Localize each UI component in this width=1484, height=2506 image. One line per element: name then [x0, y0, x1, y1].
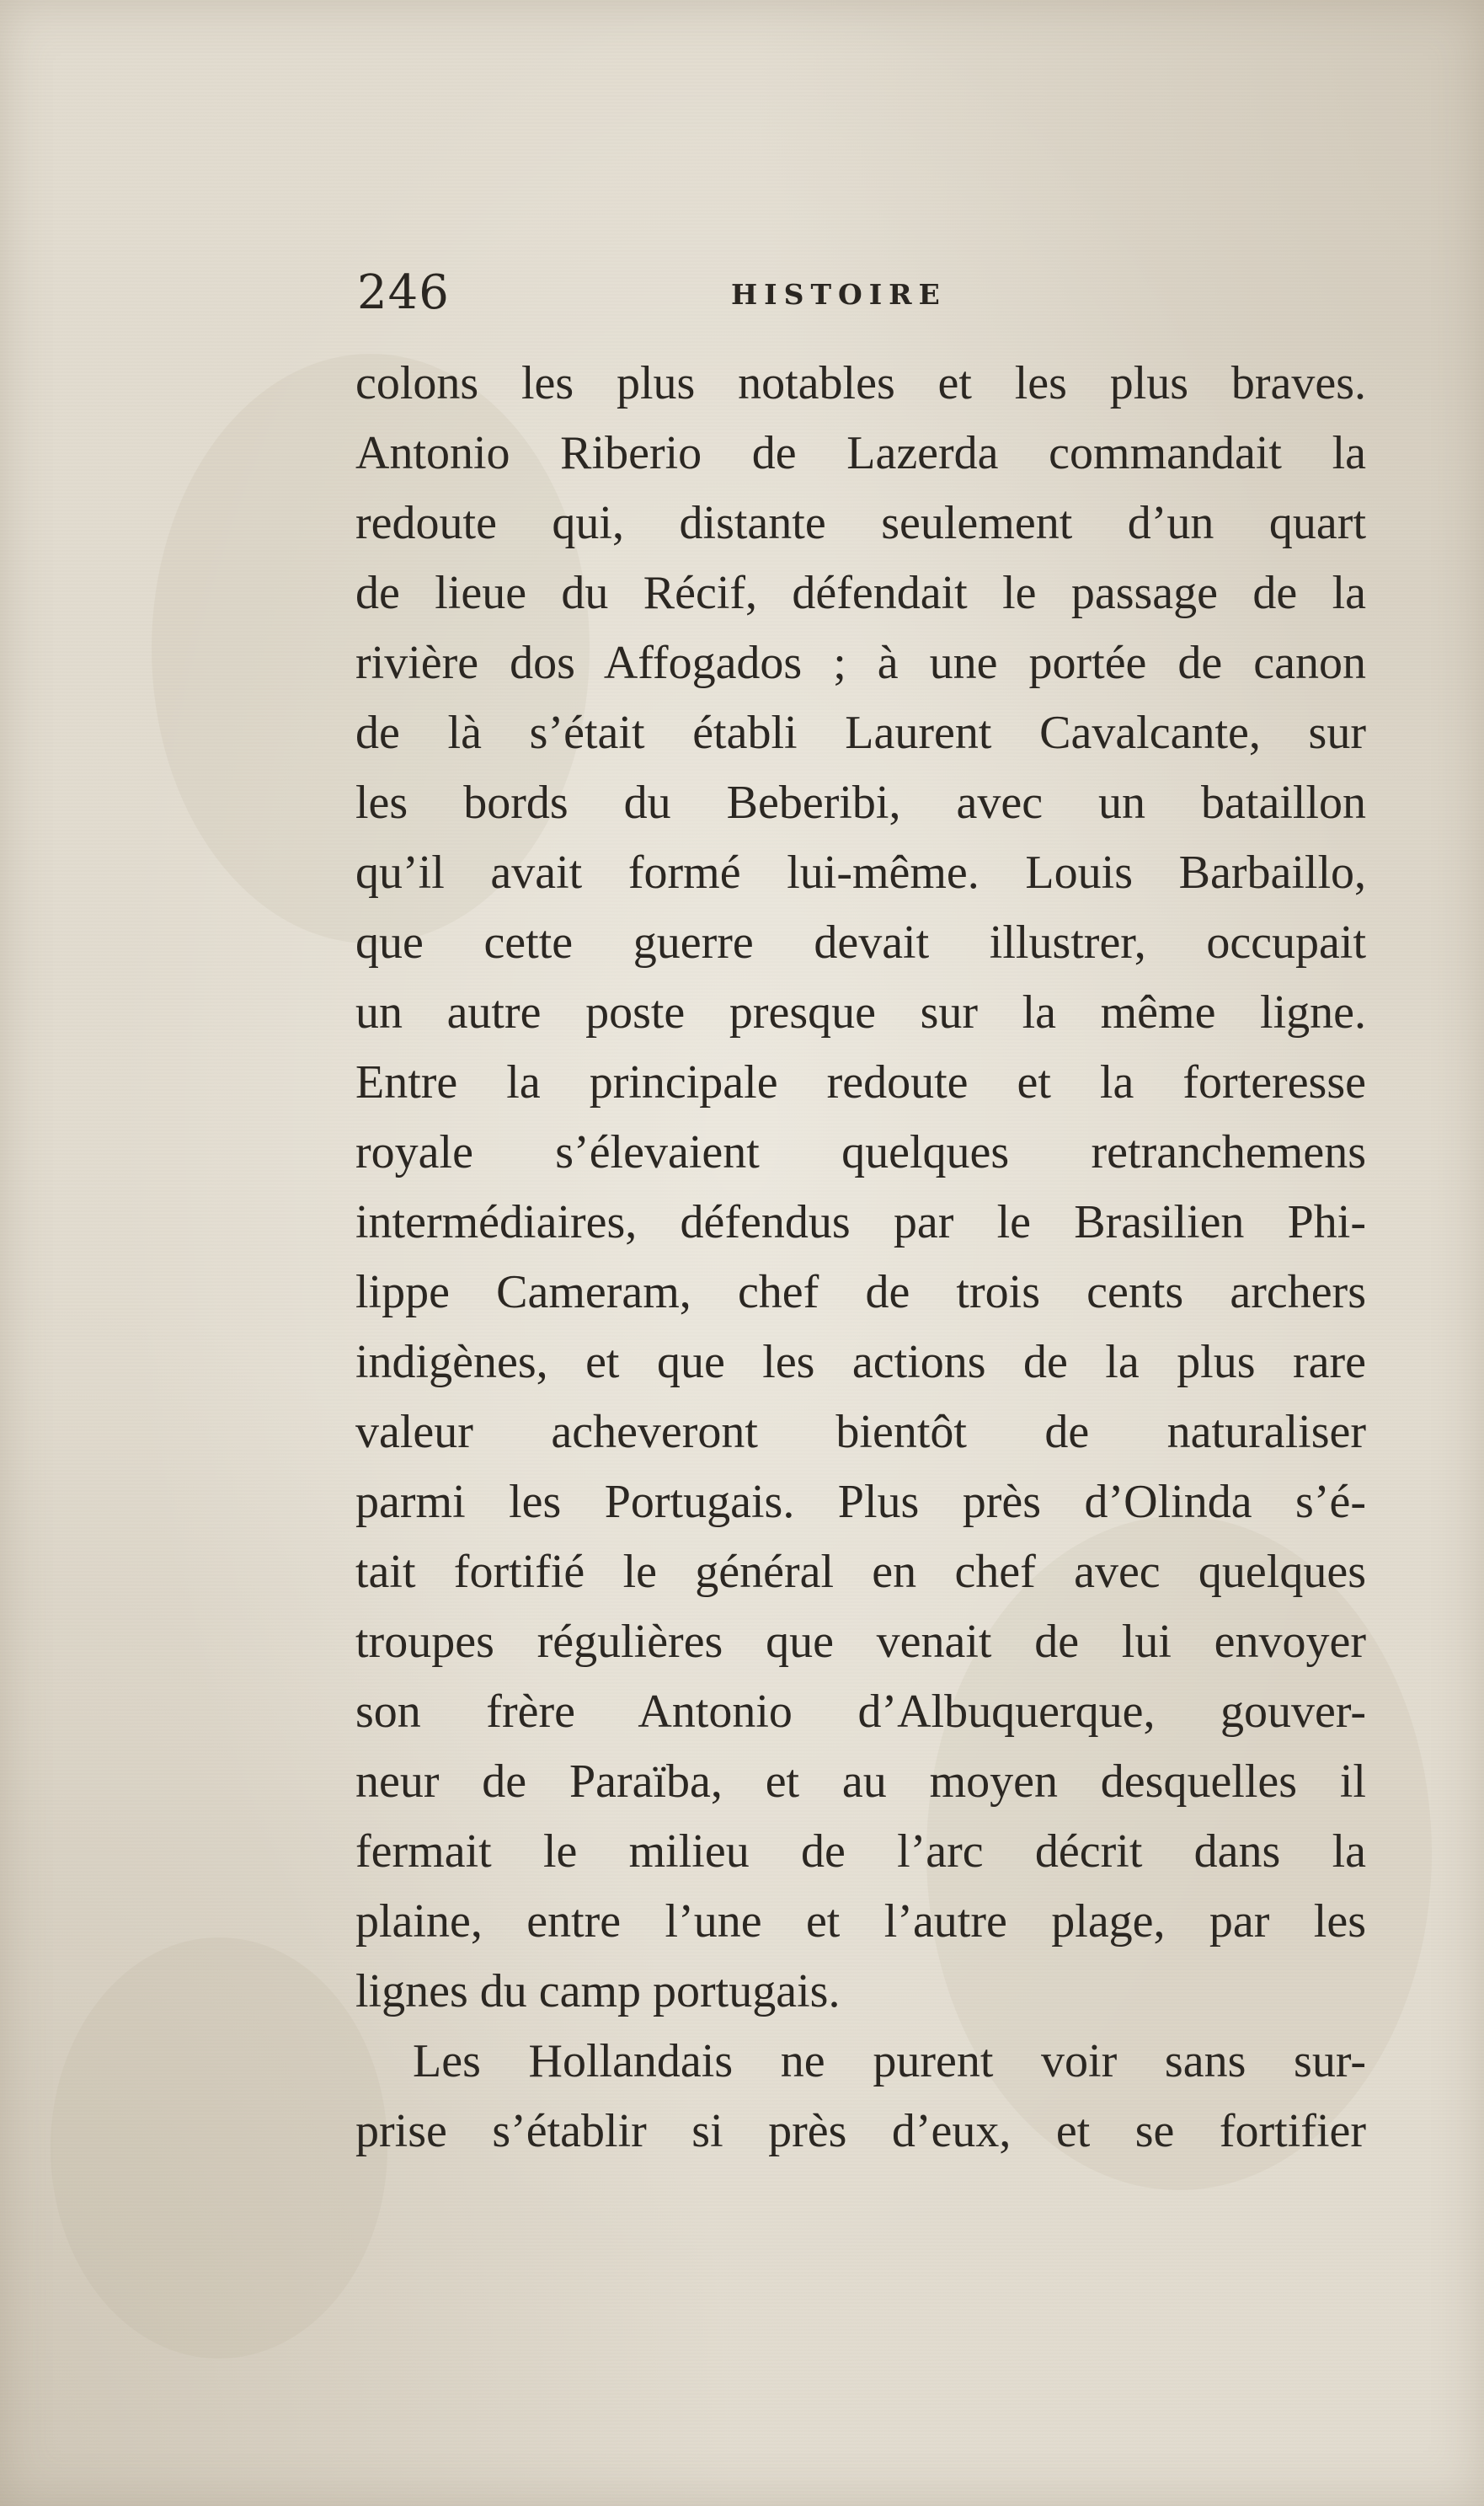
paragraph-first-line: Les Hollandais ne purent voir sans sur-: [413, 2035, 1366, 2087]
text-line: tait fortifié le général en chef avec quelques: [355, 1546, 1366, 1598]
text-line: troupes régulières que venait de lui envoyer: [355, 1616, 1366, 1668]
text-line: indigènes, et que les actions de la plus rare: [355, 1336, 1366, 1388]
text-line: Entre la principale redoute et la forteresse: [355, 1056, 1366, 1109]
text-line: rivière dos Affogados ; à une portée de canon: [355, 637, 1366, 689]
text-line: colons les plus notables et les plus braves.: [355, 357, 1366, 409]
text-line: de là s’était établi Laurent Cavalcante, sur: [355, 707, 1366, 759]
text-line: redoute qui, distante seulement d’un quart: [355, 497, 1366, 549]
text-line: plaine, entre l’une et l’autre plage, par les: [355, 1895, 1366, 1948]
text-line: fermait le milieu de l’arc décrit dans la: [355, 1825, 1366, 1878]
text-line: les bords du Beberibi, avec un bataillon: [355, 777, 1366, 829]
text-line: qu’il avait formé lui-même. Louis Barbaillo,: [355, 847, 1366, 899]
paragraph-last-line: lignes du camp portugais.: [355, 1965, 841, 2017]
text-line: neur de Paraïba, et au moyen desquelles il: [355, 1755, 1366, 1808]
text-line: valeur acheveront bientôt de naturaliser: [355, 1406, 1366, 1458]
text-line: lippe Cameram, chef de trois cents archers: [355, 1266, 1366, 1318]
text-line: royale s’élevaient quelques retranchemens: [355, 1126, 1366, 1178]
text-line: Antonio Riberio de Lazerda commandait la: [355, 427, 1366, 479]
text-line: que cette guerre devait illustrer, occupait: [355, 916, 1366, 969]
running-header: [357, 265, 1381, 320]
paper-stain: [51, 1937, 387, 2359]
text-line: un autre poste presque sur la même ligne.: [355, 986, 1366, 1039]
text-line: prise s’établir si près d’eux, et se fortifier: [355, 2105, 1366, 2157]
text-line: parmi les Portugais. Plus près d’Olinda s’é-: [355, 1476, 1366, 1528]
page-number: 246: [357, 265, 450, 320]
body-text: [355, 349, 1366, 2167]
text-line: intermédiaires, défendus par le Brasilien Phi-: [355, 1196, 1366, 1248]
running-title: HISTOIRE: [731, 278, 947, 311]
text-line: son frère Antonio d’Albuquerque, gouver-: [355, 1686, 1366, 1738]
text-line: de lieue du Récif, défendait le passage de la: [355, 567, 1366, 619]
